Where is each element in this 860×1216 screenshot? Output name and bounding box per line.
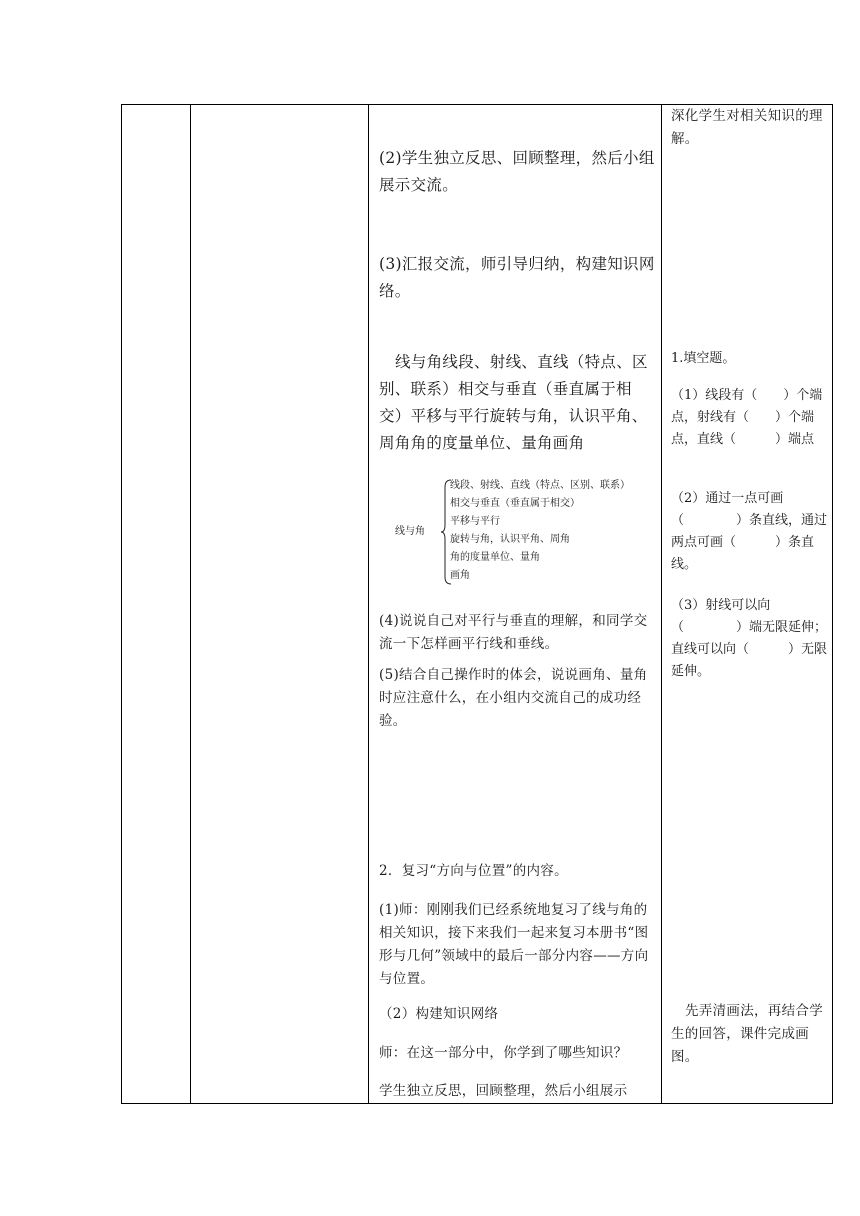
review-2-paragraph-2: （2）构建知识网络 [379,1006,499,1022]
lesson-table [121,104,833,1104]
diagram-branch: 平移与平行 [450,516,500,527]
exercise-question-1: （1）线段有（ ）个端点，射线有（ ）个端点，直线（ ）端点 [671,388,823,447]
design-notes-cell [662,105,834,1103]
bottom-note: 先弄清画法，再结合学生的回答，课件完成画图。 [671,1003,823,1065]
teaching-process-cell [369,105,661,1103]
diagram-branch: 角的度量单位、量角 [450,552,540,563]
exercise-title: 1.填空题。 [671,351,736,366]
diagram-branch: 线段、射线、直线（特点、区别、联系） [450,480,630,491]
diagram-branch: 画角 [450,570,470,581]
diagram-branch: 旋转与角，认识平角、周角 [450,534,570,545]
knowledge-network-diagram [387,477,667,589]
table-cell-col1 [122,105,190,1103]
diagram-root-label: 线与角 [395,526,425,537]
review-2-paragraph-1: (1)师：刚刚我们已经系统地复习了线与角的相关知识，接下来我们一起来复习本册书“图形与几何”领域中的最后一部分内容——方向与位置。 [379,902,649,987]
step-5-paragraph: (5)结合自己操作时的体会，说说画角、量角时应注意什么，在小组内交流自己的成功经验。 [379,667,648,729]
exercise-question-3: （3）射线可以向（ ）端无限延伸；直线可以向（ ）无限延伸。 [671,598,828,679]
diagram-branch: 相交与垂直（垂直属于相交） [450,498,580,509]
review-2-paragraph-3: 师：在这一部分中，你学到了哪些知识？ [379,1045,628,1061]
table-cell-col2 [191,105,368,1103]
review-2-paragraph-4: 学生独立反思，回顾整理，然后小组展示 [379,1083,628,1099]
review-2-title: 2．复习“方向与位置”的内容。 [379,863,568,879]
knowledge-summary: 线与角线段、射线、直线（特点、区别、联系）相交与垂直（垂直属于相交）平移与平行旋转与角，认识平角、周角角的度量单位、量角画角 [379,353,648,452]
step-3-paragraph: (3)汇报交流，师引导归纳，构建知识网络。 [379,255,655,300]
step-4-paragraph: (4)说说自己对平行与垂直的理解，和同学交流一下怎样画平行线和垂线。 [379,613,648,652]
top-note: 深化学生对相关知识的理解。 [671,108,823,147]
step-2-paragraph: (2)学生独立反思、回顾整理，然后小组展示交流。 [379,149,655,194]
exercise-question-2: （2）通过一点可画（ ）条直线，通过两点可画（ ）条直线。 [671,491,828,572]
